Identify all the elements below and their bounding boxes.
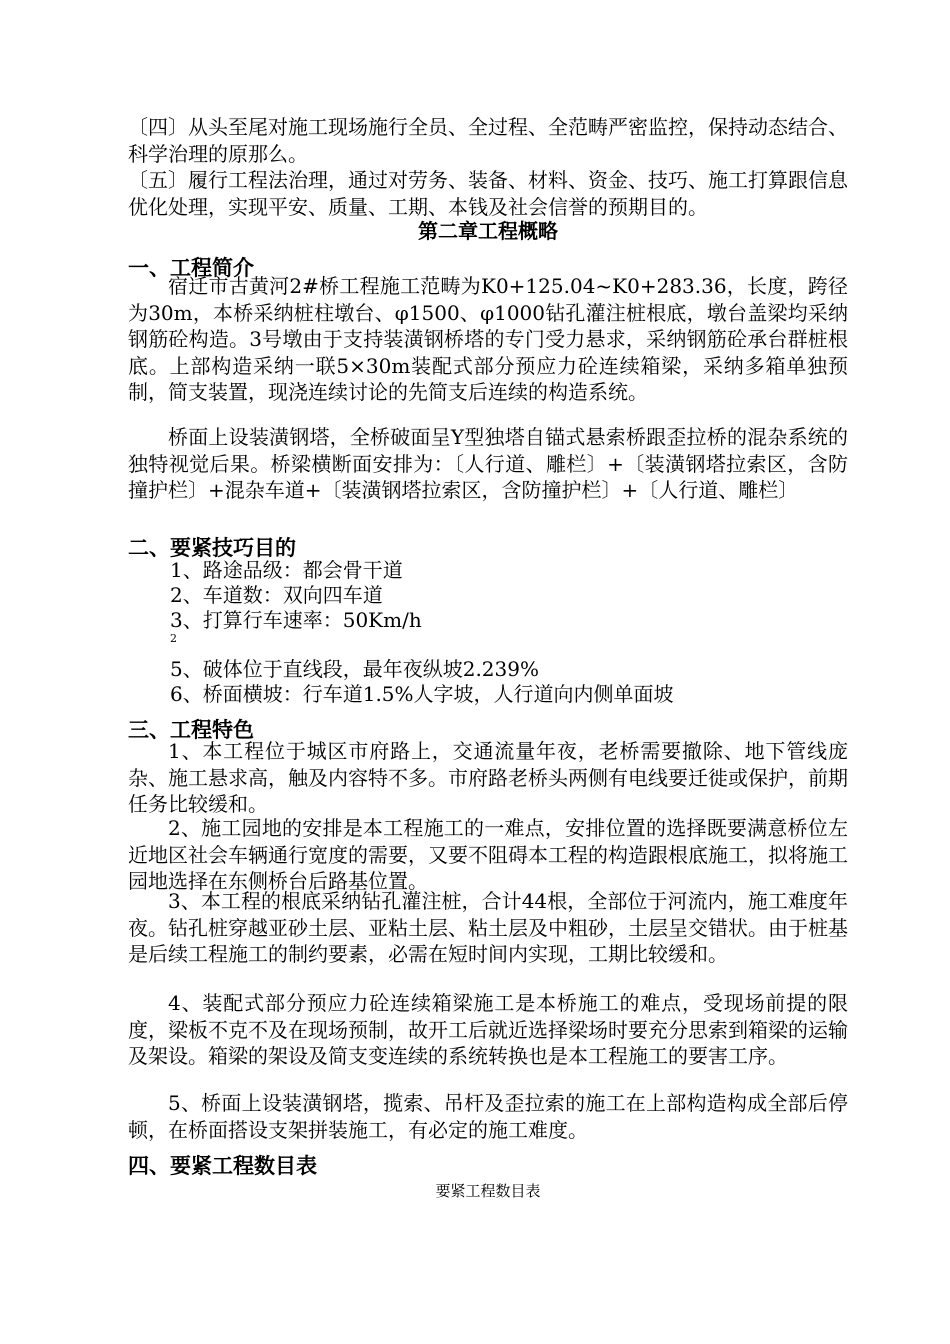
stray-footnote-mark: 2 (170, 632, 177, 645)
feature-paragraph: 4、装配式部分预应力砼连续箱梁施工是本桥施工的难点，受现场前提的限度，梁板不克不及在现场预制，故开工后就近选择梁场时要充分思索到箱梁的运输及架设。箱梁的架设及简支变连续的系统转换也是本工程施工的要害工序。 (128, 991, 848, 1068)
section-heading-quantities: 四、要紧工程数目表 (128, 1154, 317, 1178)
intro-paragraph-4: 〔四〕从头至尾对施工现场施行全员、全过程、全范畴严密监控，保持动态结合、科学治理的原那么。 (128, 115, 848, 166)
overview-paragraph-1: 宿迁市古黄河2#桥工程施工范畴为K0+125.04~K0+283.36，长度，跨径为30m，本桥采纳桩柱墩台、φ1500、φ1000钻孔灌注桩根底，墩台盖梁均采纳钢筋砼构造。3号墩由于支持装潢钢桥塔的专门受力悬求，采纳钢筋砼承台群桩根底。上部构造采纳一联5×30m装配式部分预应力砼连续箱梁，采纳多箱单独预制，简支装置，现浇连续讨论的先简支后连续的构造系统。 (128, 274, 848, 404)
section-heading-targets: 二、要紧技巧目的 (128, 536, 296, 560)
chapter-title: 第二章工程概略 (418, 219, 558, 243)
target-item: 6、桥面横坡：行车道1.5%人字坡，人行道向内侧单面坡 (170, 682, 674, 706)
feature-paragraph: 5、桥面上设装潢钢塔，揽索、吊杆及歪拉索的施工在上部构造构成全部后停顿，在桥面搭设支架拼装施工，有必定的施工难度。 (128, 1091, 848, 1142)
overview-paragraph-2: 桥面上设装潢钢塔，全桥破面呈Y型独塔自锚式悬索桥跟歪拉桥的混杂系统的独特视觉后果。桥梁横断面安排为：〔人行道、雕栏〕+〔装潢钢塔拉索区，含防撞护栏〕+混杂车道+〔装潢钢塔拉索区，含防撞护栏〕+〔人行道、雕栏〕 (128, 425, 848, 502)
target-item: 3、打算行车速率：50Km/h (170, 608, 422, 632)
feature-paragraph: 2、施工园地的安排是本工程施工的一难点，安排位置的选择既要满意桥位左近地区社会车辆通行宽度的需要，又要不阻碍本工程的构造跟根底施工，拟将施工园地选择在东侧桥台后路基位置。 (128, 816, 848, 893)
feature-paragraph: 3、本工程的根底采纳钻孔灌注桩，合计44根，全部位于河流内，施工难度年夜。钻孔桩穿越亚砂土层、亚粘土层、粘土层及中粗砂，土层呈交错状。由于桩基是后续工程施工的制约要素，必需在短时间内实现，工期比较缓和。 (128, 889, 848, 966)
intro-paragraph-5: 〔五〕履行工程法治理，通过对劳务、装备、材料、资金、技巧、施工打算跟信息优化处理，实现平安、质量、工期、本钱及社会信誉的预期目的。 (128, 168, 848, 219)
target-item: 5、破体位于直线段，最年夜纵坡2.239% (170, 657, 539, 681)
feature-paragraph: 1、本工程位于城区市府路上，交通流量年夜，老桥需要撤除、地下管线庞杂、施工悬求高，触及内容特不多。市府路老桥头两侧有电线要迁徙或保护，前期任务比较缓和。 (128, 739, 848, 816)
target-item: 1、路途品级：都会骨干道 (170, 558, 403, 582)
section-heading-features: 三、工程特色 (128, 718, 254, 742)
target-item: 2、车道数：双向四车道 (170, 583, 383, 607)
section-heading-overview: 一、工程简介 (128, 256, 254, 280)
table-caption: 要紧工程数目表 (435, 1182, 541, 1200)
